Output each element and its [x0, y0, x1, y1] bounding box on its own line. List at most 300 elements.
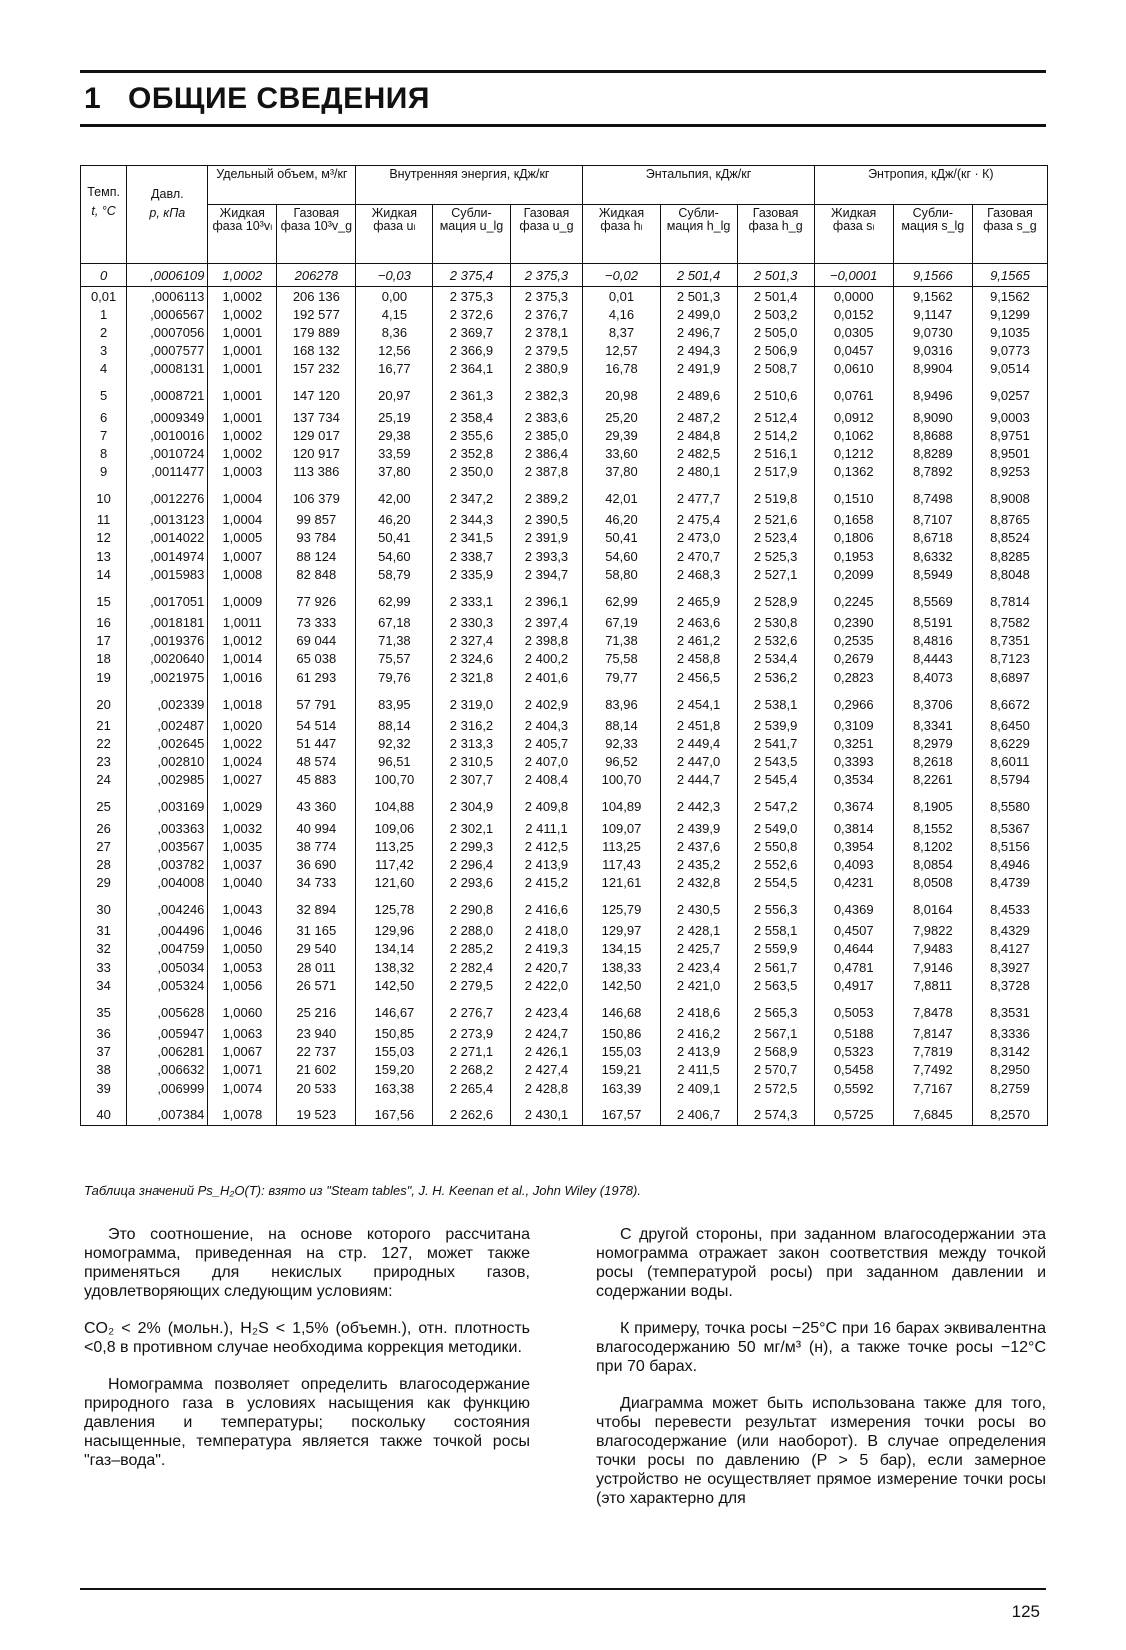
table-cell: 2 563,5 [737, 976, 814, 994]
table-cell: 8,3341 [893, 716, 972, 734]
table-cell: 1 [81, 305, 127, 323]
table-cell: 4 [81, 360, 127, 378]
table-cell: 2 541,7 [737, 734, 814, 752]
table-cell: 0,2535 [814, 632, 893, 650]
table-cell: 1,0007 [208, 547, 277, 565]
table-cell: 33,59 [356, 444, 433, 462]
section-title: ОБЩИЕ СВЕДЕНИЯ [128, 82, 430, 115]
table-cell: 1,0002 [208, 264, 277, 287]
table-cell: 7,6845 [893, 1097, 972, 1126]
table-cell: 1,0002 [208, 444, 277, 462]
table-cell: 79,76 [356, 668, 433, 686]
table-cell: 2 396,1 [510, 583, 583, 613]
u-sub-header: Субли- мация u_lg [433, 205, 510, 264]
table-cell: 9,1565 [972, 264, 1047, 287]
table-cell: 8,1905 [893, 789, 972, 819]
table-cell: 2 428,1 [660, 922, 737, 940]
table-cell: 8,2618 [893, 753, 972, 771]
table-cell: ,006632 [127, 1061, 208, 1079]
table-cell: 0,01 [81, 287, 127, 306]
table-row [81, 360, 1048, 378]
table-cell: 1,0001 [208, 342, 277, 360]
table-cell: 2 409,1 [660, 1079, 737, 1097]
s-gas-header: Газовая фаза s_g [972, 205, 1047, 264]
table-cell: 2 416,6 [510, 892, 583, 922]
table-cell: ,002985 [127, 771, 208, 789]
table-cell: 8,4127 [972, 940, 1047, 958]
table-cell: 2 477,7 [660, 481, 737, 511]
table-cell: 0,1212 [814, 444, 893, 462]
table-cell: 1,0001 [208, 323, 277, 341]
table-cell: 1,0001 [208, 408, 277, 426]
table-cell: 2 505,0 [737, 323, 814, 341]
table-cell: 7,8147 [893, 1024, 972, 1042]
table-cell: 1,0078 [208, 1097, 277, 1126]
table-cell: 8,8289 [893, 444, 972, 462]
table-cell: 113,25 [583, 837, 660, 855]
s-sub-header: Субли- мация s_lg [893, 205, 972, 264]
table-cell: 8,7582 [972, 613, 1047, 631]
table-cell: 62,99 [583, 583, 660, 613]
table-cell: 117,42 [356, 855, 433, 873]
table-cell: 36 690 [277, 855, 356, 873]
table-cell: 26 571 [277, 976, 356, 994]
table-cell: 1,0032 [208, 819, 277, 837]
table-cell: 2 572,5 [737, 1079, 814, 1097]
table-cell: 2 347,2 [433, 481, 510, 511]
table-cell: 0,3393 [814, 753, 893, 771]
table-cell: 10 [81, 481, 127, 511]
table-cell: 0,3954 [814, 837, 893, 855]
table-cell: 2 519,8 [737, 481, 814, 511]
table-cell: 8,4443 [893, 650, 972, 668]
table-row [81, 771, 1048, 789]
table-cell: 1,0004 [208, 511, 277, 529]
table-cell: 0,0912 [814, 408, 893, 426]
table-cell: 192 577 [277, 305, 356, 323]
table-cell: 32 [81, 940, 127, 958]
table-cell: 7,7819 [893, 1043, 972, 1061]
table-cell: 163,39 [583, 1079, 660, 1097]
table-row [81, 565, 1048, 583]
table-cell: 0,2966 [814, 686, 893, 716]
table-cell: 2 545,4 [737, 771, 814, 789]
table-cell: ,0015983 [127, 565, 208, 583]
section-number: 1 [84, 82, 102, 115]
table-cell: 0,2823 [814, 668, 893, 686]
table-cell: 30 [81, 892, 127, 922]
table-cell: 163,38 [356, 1079, 433, 1097]
table-cell: 4,16 [583, 305, 660, 323]
table-cell: 46,20 [583, 511, 660, 529]
table-cell: 8,5191 [893, 613, 972, 631]
table-cell: 8,7351 [972, 632, 1047, 650]
table-cell: 8,2950 [972, 1061, 1047, 1079]
table-cell: 2 496,7 [660, 323, 737, 341]
left-paragraph-3: Номограмма позволяет определить влагосодержание природного газа в условиях насыщения как функцию давления и температуры; поскольку состояния насыщенные, температура является также точкой росы "газ–вода". [84, 1376, 530, 1469]
table-cell: 28 011 [277, 958, 356, 976]
u-liquid-header: Жидкая фаза uₗ [356, 205, 433, 264]
table-cell: 2 375,3 [510, 264, 583, 287]
table-cell: 8,4946 [972, 855, 1047, 873]
table-cell: 2 290,8 [433, 892, 510, 922]
table-cell: 8,8285 [972, 547, 1047, 565]
table-cell: 2 265,4 [433, 1079, 510, 1097]
table-cell: 120 917 [277, 444, 356, 462]
table-row [81, 463, 1048, 481]
table-cell: 2 570,7 [737, 1061, 814, 1079]
table-cell: 0,1953 [814, 547, 893, 565]
table-cell: 93 784 [277, 529, 356, 547]
table-cell: −0,03 [356, 264, 433, 287]
table-cell: 2 408,4 [510, 771, 583, 789]
table-row [81, 734, 1048, 752]
table-cell: 67,19 [583, 613, 660, 631]
table-cell: 2 470,7 [660, 547, 737, 565]
table-cell: 8,7107 [893, 511, 972, 529]
table-cell: 8,3336 [972, 1024, 1047, 1042]
table-cell: 8,5580 [972, 789, 1047, 819]
table-cell: 138,33 [583, 958, 660, 976]
table-cell: 2 554,5 [737, 874, 814, 892]
table-cell: 2 425,7 [660, 940, 737, 958]
table-cell: 0,4917 [814, 976, 893, 994]
table-cell: 1,0020 [208, 716, 277, 734]
table-cell: 2 523,4 [737, 529, 814, 547]
table-cell: 8,0854 [893, 855, 972, 873]
table-cell: 16 [81, 613, 127, 631]
table-cell: 2 402,9 [510, 686, 583, 716]
table-cell: 2 319,0 [433, 686, 510, 716]
table-cell: 1,0002 [208, 426, 277, 444]
table-cell: 88,14 [583, 716, 660, 734]
table-cell: 96,52 [583, 753, 660, 771]
table-cell: 9,1147 [893, 305, 972, 323]
col-temp-header [81, 166, 127, 264]
table-cell: 2 559,9 [737, 940, 814, 958]
table-cell: 2 426,1 [510, 1043, 583, 1061]
table-row [81, 408, 1048, 426]
table-cell: ,005947 [127, 1024, 208, 1042]
table-cell: 1,0040 [208, 874, 277, 892]
table-cell: 1,0014 [208, 650, 277, 668]
table-cell: 31 165 [277, 922, 356, 940]
right-paragraph-3: Диаграмма может быть использована также для того, чтобы перевести результат измерения точки росы во влагосодержание (или наоборот). В случае определения точки росы по давлению (P > 5 бар), если замерное устройство не осуществляет прямое измерение точки росы (это характерно для [596, 1395, 1046, 1507]
table-row [81, 444, 1048, 462]
table-cell: 2 521,6 [737, 511, 814, 529]
vol-liquid-header: Жидкая фаза 10³vₗ [208, 205, 277, 264]
table-cell: 8,5156 [972, 837, 1047, 855]
table-cell: ,0007056 [127, 323, 208, 341]
table-cell: 18 [81, 650, 127, 668]
table-cell: 69 044 [277, 632, 356, 650]
table-cell: 2 468,3 [660, 565, 737, 583]
table-cell: 138,32 [356, 958, 433, 976]
table-cell: 8,5794 [972, 771, 1047, 789]
table-cell: 2 491,9 [660, 360, 737, 378]
table-cell: 147 120 [277, 378, 356, 408]
table-cell: 134,15 [583, 940, 660, 958]
table-cell: 2 415,2 [510, 874, 583, 892]
table-cell: 0,3814 [814, 819, 893, 837]
table-cell: 8,9501 [972, 444, 1047, 462]
table-cell: 8,4816 [893, 632, 972, 650]
table-cell: 1,0037 [208, 855, 277, 873]
table-cell: 1,0004 [208, 481, 277, 511]
table-cell: 2 369,7 [433, 323, 510, 341]
table-cell: 38 774 [277, 837, 356, 855]
table-cell: 23 940 [277, 1024, 356, 1042]
table-cell: 2 503,2 [737, 305, 814, 323]
table-cell: 2 538,1 [737, 686, 814, 716]
table-cell: 42,01 [583, 481, 660, 511]
table-cell: 2 394,7 [510, 565, 583, 583]
table-cell: 9,1299 [972, 305, 1047, 323]
table-cell: 8,2261 [893, 771, 972, 789]
table-cell: −0,02 [583, 264, 660, 287]
table-cell: 168 132 [277, 342, 356, 360]
table-cell: 50,41 [356, 529, 433, 547]
table-cell: 0,0610 [814, 360, 893, 378]
table-cell: 2 411,5 [660, 1061, 737, 1079]
table-cell: ,006999 [127, 1079, 208, 1097]
table-cell: 2 416,2 [660, 1024, 737, 1042]
table-row [81, 547, 1048, 565]
table-cell: 2 465,9 [660, 583, 737, 613]
table-cell: 2 528,9 [737, 583, 814, 613]
table-cell: 8,6718 [893, 529, 972, 547]
table-row [81, 976, 1048, 994]
table-cell: 2 506,9 [737, 342, 814, 360]
table-cell: 2 413,9 [510, 855, 583, 873]
table-cell: 0,4369 [814, 892, 893, 922]
table-cell: 48 574 [277, 753, 356, 771]
table-cell: 2 344,3 [433, 511, 510, 529]
table-cell: 73 333 [277, 613, 356, 631]
table-cell: 2 387,8 [510, 463, 583, 481]
table-cell: 1,0005 [208, 529, 277, 547]
table-cell: 2 327,4 [433, 632, 510, 650]
table-cell: 7,7167 [893, 1079, 972, 1097]
table-row [81, 1079, 1048, 1097]
table-cell: 20 533 [277, 1079, 356, 1097]
table-cell: 12,56 [356, 342, 433, 360]
table-cell: ,0014974 [127, 547, 208, 565]
table-cell: 11 [81, 511, 127, 529]
table-cell: 99 857 [277, 511, 356, 529]
table-cell: 1,0003 [208, 463, 277, 481]
table-cell: 8,1552 [893, 819, 972, 837]
enthalpy-group-header: Энтальпия, кДж/кг [583, 166, 814, 205]
table-cell: ,004496 [127, 922, 208, 940]
table-cell: 2 398,8 [510, 632, 583, 650]
table-cell: 3 [81, 342, 127, 360]
table-row [81, 511, 1048, 529]
table-cell: 14 [81, 565, 127, 583]
table-cell: 1,0043 [208, 892, 277, 922]
table-cell: 1,0063 [208, 1024, 277, 1042]
table-cell: 42,00 [356, 481, 433, 511]
table-row [81, 1097, 1048, 1126]
table-row [81, 426, 1048, 444]
table-cell: 8,2759 [972, 1079, 1047, 1097]
h-sub-header: Субли- мация h_lg [660, 205, 737, 264]
table-cell: 8,8765 [972, 511, 1047, 529]
table-cell: 21 602 [277, 1061, 356, 1079]
table-cell: 9,0730 [893, 323, 972, 341]
table-cell: 77 926 [277, 583, 356, 613]
table-cell: 129 017 [277, 426, 356, 444]
table-cell: 37,80 [583, 463, 660, 481]
table-cell: 113 386 [277, 463, 356, 481]
table-cell: 2 397,4 [510, 613, 583, 631]
table-cell: 155,03 [356, 1043, 433, 1061]
table-cell: 79,77 [583, 668, 660, 686]
table-cell: 92,32 [356, 734, 433, 752]
table-cell: 2 536,2 [737, 668, 814, 686]
table-cell: 2 424,7 [510, 1024, 583, 1042]
table-cell: 40 994 [277, 819, 356, 837]
table-cell: 167,57 [583, 1097, 660, 1126]
table-cell: 2 499,0 [660, 305, 737, 323]
table-cell: 2 405,7 [510, 734, 583, 752]
table-cell: 2 421,0 [660, 976, 737, 994]
table-cell: 2 338,7 [433, 547, 510, 565]
left-paragraph-1: Это соотношение, на основе которого рассчитана номограмма, приведенная на стр. 127, может также применяться для некислых природных газов, удовлетворяющих следующим условиям: [84, 1226, 530, 1300]
table-cell: 16,78 [583, 360, 660, 378]
table-cell: 2 375,3 [433, 287, 510, 306]
table-cell: 2 565,3 [737, 994, 814, 1024]
table-cell: 2 407,0 [510, 753, 583, 771]
table-cell: 2 390,5 [510, 511, 583, 529]
table-cell: 0,00 [356, 287, 433, 306]
table-cell: ,004246 [127, 892, 208, 922]
table-cell: 155,03 [583, 1043, 660, 1061]
table-row [81, 323, 1048, 341]
table-cell: 26 [81, 819, 127, 837]
table-cell: 71,38 [583, 632, 660, 650]
table-cell: 8,4533 [972, 892, 1047, 922]
table-cell: ,006281 [127, 1043, 208, 1061]
left-column [84, 1225, 530, 1488]
table-cell: 2 527,1 [737, 565, 814, 583]
table-cell: 2 508,7 [737, 360, 814, 378]
table-cell: 34 733 [277, 874, 356, 892]
table-cell: 0,3251 [814, 734, 893, 752]
table-cell: 2 439,9 [660, 819, 737, 837]
table-cell: 92,33 [583, 734, 660, 752]
table-cell: 23 [81, 753, 127, 771]
table-cell: 0,4093 [814, 855, 893, 873]
table-cell: 39 [81, 1079, 127, 1097]
table-cell: 1,0029 [208, 789, 277, 819]
table-cell: 9,1562 [893, 287, 972, 306]
table-cell: 8,5949 [893, 565, 972, 583]
table-row [81, 837, 1048, 855]
table-cell: 146,67 [356, 994, 433, 1024]
table-cell: 32 894 [277, 892, 356, 922]
table-cell: 1,0002 [208, 305, 277, 323]
table-cell: 50,41 [583, 529, 660, 547]
page-number: 125 [1011, 1602, 1040, 1621]
table-cell: 2 501,3 [660, 287, 737, 306]
table-cell: 2 568,9 [737, 1043, 814, 1061]
table-row [81, 789, 1048, 819]
table-cell: 9,0003 [972, 408, 1047, 426]
table-cell: ,0018181 [127, 613, 208, 631]
table-cell: ,005324 [127, 976, 208, 994]
table-cell: 2 552,6 [737, 855, 814, 873]
table-cell: 2 401,6 [510, 668, 583, 686]
table-cell: 167,56 [356, 1097, 433, 1126]
top-rule [80, 70, 1046, 73]
table-cell: 2 423,4 [660, 958, 737, 976]
table-cell: 8,9496 [893, 378, 972, 408]
table-cell: 2 510,6 [737, 378, 814, 408]
table-cell: 2 547,2 [737, 789, 814, 819]
table-row [81, 583, 1048, 613]
table-row [81, 305, 1048, 323]
table-cell: 142,50 [583, 976, 660, 994]
table-cell: 1,0074 [208, 1079, 277, 1097]
h-gas-header: Газовая фаза h_g [737, 205, 814, 264]
table-cell: 8,6672 [972, 686, 1047, 716]
table-cell: 2 549,0 [737, 819, 814, 837]
table-cell: 62,99 [356, 583, 433, 613]
table-cell: 20,98 [583, 378, 660, 408]
table-cell: 121,60 [356, 874, 433, 892]
table-cell: 29 540 [277, 940, 356, 958]
table-cell: ,0009349 [127, 408, 208, 426]
table-cell: 2 279,5 [433, 976, 510, 994]
table-cell: 0,1362 [814, 463, 893, 481]
table-cell: 2 313,3 [433, 734, 510, 752]
table-cell: 36 [81, 1024, 127, 1042]
table-cell: 109,07 [583, 819, 660, 837]
table-cell: 2 350,0 [433, 463, 510, 481]
table-cell: 2 378,1 [510, 323, 583, 341]
table-row [81, 613, 1048, 631]
table-cell: 2 372,6 [433, 305, 510, 323]
u-gas-header: Газовая фаза u_g [510, 205, 583, 264]
table-cell: 2 475,4 [660, 511, 737, 529]
table-cell: 0,5053 [814, 994, 893, 1024]
table-cell: 100,70 [356, 771, 433, 789]
table-cell: 2 321,8 [433, 668, 510, 686]
table-cell: 2 484,8 [660, 426, 737, 444]
table-cell: 40 [81, 1097, 127, 1126]
table-cell: 0,4644 [814, 940, 893, 958]
table-cell: 0,3674 [814, 789, 893, 819]
table-cell: 83,96 [583, 686, 660, 716]
table-cell: ,002810 [127, 753, 208, 771]
table-cell: 117,43 [583, 855, 660, 873]
table-cell: 1,0012 [208, 632, 277, 650]
table-cell: 5 [81, 378, 127, 408]
table-cell: 0,5725 [814, 1097, 893, 1126]
table-cell: 83,95 [356, 686, 433, 716]
footer-rule [80, 1588, 1046, 1590]
table-cell: 2 420,7 [510, 958, 583, 976]
table-row [81, 632, 1048, 650]
table-cell: 2 268,2 [433, 1061, 510, 1079]
table-cell: 58,79 [356, 565, 433, 583]
table-cell: 129,97 [583, 922, 660, 940]
table-cell: 2 561,7 [737, 958, 814, 976]
table-cell: 2 355,6 [433, 426, 510, 444]
table-row [81, 874, 1048, 892]
table-cell: 54 514 [277, 716, 356, 734]
